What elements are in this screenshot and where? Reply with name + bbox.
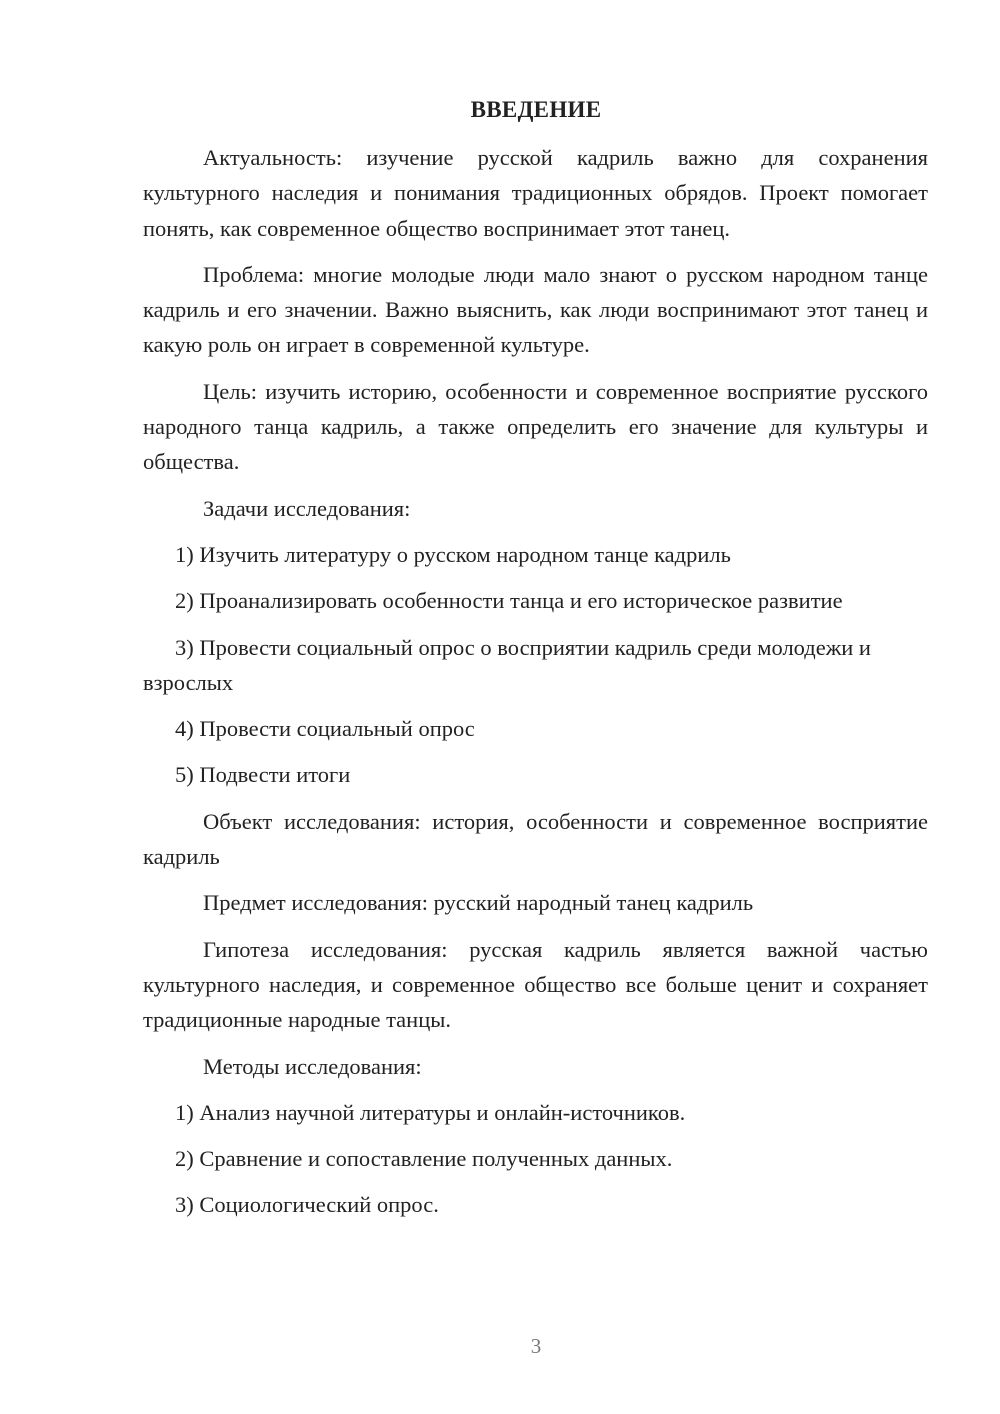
methods-heading: Методы исследования: [203,1053,422,1079]
object-paragraph: Объект исследования: история, особенности и современное восприятие кадриль [143,808,928,870]
task-item: 1) Изучить литературу о русском народном танце кадриль [175,541,731,567]
method-item: 2) Сравнение и сопоставление полученных данных. [175,1146,673,1172]
task-item: 3) Провести социальный опрос о восприятии кадриль среди молодежи и взрослых [143,634,871,695]
tasks-heading: Задачи исследования: [203,495,411,521]
task-item: 2) Проанализировать особенности танца и его историческое развитие [175,588,843,614]
section-title: ВВЕДЕНИЕ [470,97,602,122]
relevance-paragraph: Актуальность: изучение русской кадриль важно для сохранения культурного наследия и понимания традиционных обрядов. Проект помогает понять, как современное общество воспринимает этот танец. [143,145,928,241]
document-body [143,140,928,1234]
methods-list [143,1095,928,1223]
hypothesis-paragraph: Гипотеза исследования: русская кадриль является важной частью культурного наследия, и современное общество все больше ценит и сохраняет традиционные народные танцы. [143,936,928,1033]
problem-paragraph: Проблема: многие молодые люди мало знают о русском народном танце кадриль и его значении. Важно выяснить, как люди воспринимают этот танец и какую роль он играет в современной культуре. [143,261,928,358]
method-item: 3) Социологический опрос. [175,1192,439,1218]
goal-paragraph: Цель: изучить историю, особенности и современное восприятие русского народного танца кадриль, а также определить его значение для культуры и общества. [143,378,928,475]
method-item: 1) Анализ научной литературы и онлайн-источников. [175,1099,686,1125]
task-item: 5) Подвести итоги [175,762,351,788]
subject-paragraph: Предмет исследования: русский народный танец кадриль [203,890,754,916]
tasks-list [143,537,928,793]
page-number: 3 [530,1334,542,1358]
task-item: 4) Провести социальный опрос [175,716,475,742]
